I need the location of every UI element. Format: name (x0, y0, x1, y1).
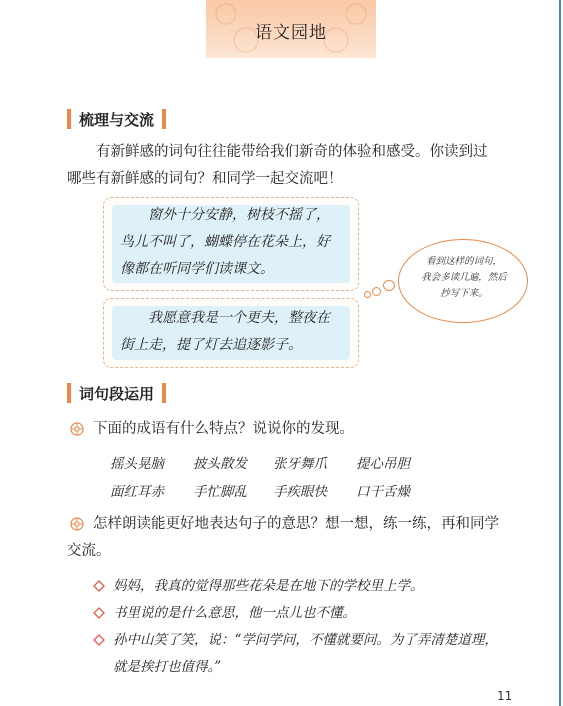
page-title: 语文园地 (255, 23, 327, 43)
idiom-item: 面红耳赤 (110, 484, 164, 500)
thought-dot-medium (372, 287, 381, 296)
intro-line-2: 哪些有新鲜感的词句？和同学一起交流吧！ (67, 171, 343, 187)
question-2-line-1: 怎样朗读能更好地表达句子的意思？想一想，练一练，再和同学 (93, 516, 499, 532)
idiom-item: 提心吊胆 (356, 456, 410, 472)
question-2-line-2: 交流。 (67, 543, 111, 559)
heading-bar-right (162, 109, 166, 129)
bubble-line-1: 看到这样的词句， (425, 256, 502, 267)
quote2-line-2: 街上走，提了灯去追逐影子。 (120, 337, 302, 353)
quote2-line-1: 我愿意我是一个更夫，整夜在 (148, 310, 330, 326)
example-sentence-3-line-1: 孙中山笑了笑，说：“学问学问，不懂就要问。为了弄清楚道理， (113, 632, 498, 648)
header-band (206, 0, 376, 58)
question-1: 下面的成语有什么特点？说说你的发现。 (93, 421, 354, 437)
intro-line-1: 有新鲜感的词句往往能带给我们新奇的体验和感受。你读到过 (96, 144, 488, 160)
flower-bullet-icon (70, 517, 84, 531)
idiom-item: 口干舌燥 (356, 484, 410, 500)
idiom-item: 摇头晃脑 (110, 456, 164, 472)
quote-box-2 (103, 298, 359, 368)
section-heading-text: 梳理与交流 (79, 110, 155, 129)
bubble-line-3: 抄写下来。 (440, 288, 488, 299)
thought-dot-small (364, 291, 371, 298)
heading-bar-right (162, 383, 166, 403)
idiom-item: 手忙脚乱 (193, 484, 247, 500)
diamond-bullet-icon (93, 607, 105, 619)
section-heading-1 (67, 108, 166, 130)
example-sentence-1: 妈妈，我真的觉得那些花朵是在地下的学校里上学。 (113, 578, 424, 594)
quote1-line-2: 鸟儿不叫了，蝴蝶停在花朵上，好 (120, 234, 330, 250)
quote-box-1 (103, 197, 359, 291)
diamond-bullet-icon (93, 580, 105, 592)
thought-dot-large (383, 280, 395, 291)
example-sentence-2: 书里说的是什么意思，他一点儿也不懂。 (113, 605, 356, 621)
quote1-line-1: 窗外十分安静，树枝不摇了， (148, 207, 330, 223)
example-sentence-3-line-2: 就是挨打也值得。” (113, 659, 222, 675)
diamond-bullet-icon (93, 634, 105, 646)
quote1-line-3: 像都在听同学们读课文。 (120, 261, 274, 277)
flower-bullet-icon (70, 422, 84, 436)
bubble-line-2: 我会多读几遍，然后 (421, 272, 507, 283)
section-heading-text: 词句段运用 (79, 384, 155, 403)
idiom-item: 手疾眼快 (273, 484, 327, 500)
bubble-text (413, 254, 515, 302)
thought-bubble (398, 239, 528, 323)
idiom-item: 披头散发 (193, 456, 247, 472)
page-number: 11 (497, 689, 513, 703)
idiom-item: 张牙舞爪 (273, 456, 327, 472)
page-border (559, 0, 561, 706)
section-heading-2 (67, 382, 166, 404)
